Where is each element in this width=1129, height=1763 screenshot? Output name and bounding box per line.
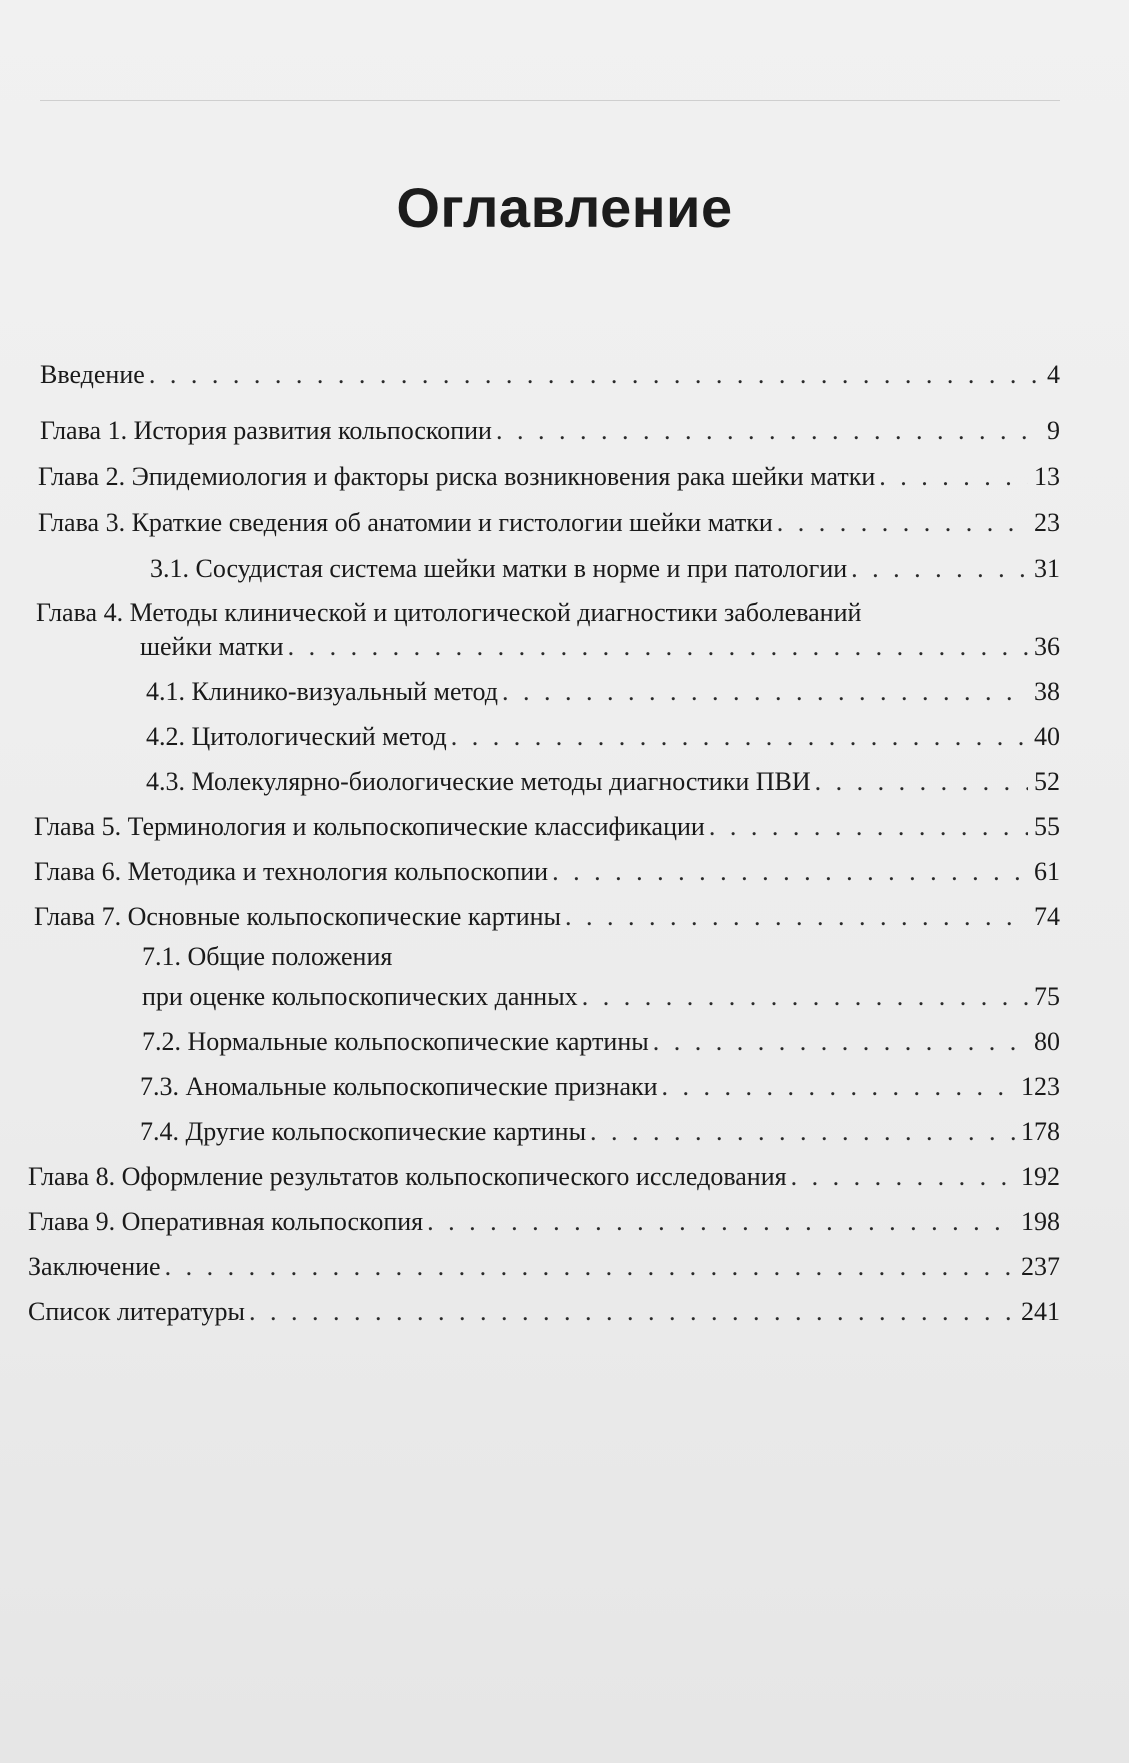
toc-entry-chapter-9[interactable]	[28, 1205, 1060, 1241]
dot-leader	[427, 1205, 1015, 1239]
toc-entry-label: 7.4. Другие кольпоскопические картины	[140, 1117, 587, 1146]
toc-entry-label: Глава 3. Краткие сведения об анатомии и гистологии шейки матки	[38, 508, 773, 537]
dot-leader	[653, 1025, 1028, 1059]
toc-entry-section-7-1-line-1: 7.1. Общие положения	[142, 942, 393, 971]
toc-entry-label: 7.3. Аномальные кольпоскопические признаки	[140, 1072, 658, 1101]
dot-leader	[565, 900, 1028, 934]
toc-entry-page: 123	[1021, 1072, 1060, 1101]
toc-entry-label: 4.3. Молекулярно-биологические методы диагностики ПВИ	[146, 767, 811, 796]
toc-entry-chapter-2[interactable]	[38, 460, 1060, 496]
toc-entry-page: 74	[1034, 902, 1060, 931]
dot-leader	[791, 1160, 1015, 1194]
dot-leader	[590, 1115, 1015, 1149]
toc-entry-page: 31	[1034, 554, 1060, 583]
toc-entry-page: 241	[1021, 1297, 1060, 1326]
toc-entry-section-7-4[interactable]	[140, 1115, 1060, 1151]
toc-entry-label: Глава 8. Оформление результатов кольпоскопического исследования	[28, 1162, 787, 1191]
toc-entry-page: 237	[1021, 1252, 1060, 1281]
toc-entry-introduction[interactable]	[40, 358, 1060, 394]
toc-entry-page: 52	[1034, 767, 1060, 796]
dot-leader	[496, 414, 1041, 448]
toc-entry-section-7-2[interactable]	[142, 1025, 1060, 1061]
toc-entry-chapter-1[interactable]	[40, 414, 1060, 450]
toc-entry-page: 13	[1034, 462, 1060, 491]
toc-entry-chapter-4[interactable]	[140, 630, 1060, 666]
toc-entry-page: 192	[1021, 1162, 1060, 1191]
toc-entry-chapter-6[interactable]	[34, 855, 1060, 891]
toc-entry-label: Список литературы	[28, 1297, 245, 1326]
toc-entry-chapter-7[interactable]	[34, 900, 1060, 936]
toc-entry-label: 7.2. Нормальные кольпоскопические картины	[142, 1027, 649, 1056]
dot-leader	[777, 506, 1028, 540]
toc-entry-chapter-8[interactable]	[28, 1160, 1060, 1196]
toc-entry-section-7-3[interactable]	[140, 1070, 1060, 1106]
toc-entry-label: Глава 5. Терминология и кольпоскопические классификации	[34, 812, 705, 841]
dot-leader	[451, 720, 1028, 754]
dot-leader	[502, 675, 1028, 709]
toc-entry-label: Глава 2. Эпидемиология и факторы риска возникновения рака шейки матки	[38, 462, 876, 491]
toc-entry-section-4-3[interactable]	[146, 765, 1060, 801]
toc-entry-section-4-2[interactable]	[146, 720, 1060, 756]
toc-entry-label: 3.1. Сосудистая система шейки матки в норме и при патологии	[150, 554, 848, 583]
dot-leader	[582, 980, 1028, 1014]
toc-entry-section-3-1[interactable]	[150, 552, 1060, 588]
toc-entry-page: 23	[1034, 508, 1060, 537]
dot-leader	[165, 1250, 1015, 1284]
toc-entry-chapter-5[interactable]	[34, 810, 1060, 846]
toc-entry-label: Глава 7. Основные кольпоскопические картины	[34, 902, 562, 931]
dot-leader	[879, 460, 1028, 494]
toc-entry-page: 9	[1047, 416, 1060, 445]
dot-leader	[149, 358, 1041, 392]
toc-entry-page: 75	[1034, 982, 1060, 1011]
toc-entry-label: Глава 9. Оперативная кольпоскопия	[28, 1207, 424, 1236]
toc-entry-page: 36	[1034, 632, 1060, 661]
dot-leader	[288, 630, 1028, 664]
toc-entry-page: 178	[1021, 1117, 1060, 1146]
toc-entry-bibliography[interactable]	[28, 1295, 1060, 1331]
toc-entry-label: шейки матки	[140, 632, 284, 661]
dot-leader	[851, 552, 1028, 586]
toc-entry-conclusion[interactable]	[28, 1250, 1060, 1286]
dot-leader	[249, 1295, 1015, 1329]
toc-entry-page: 198	[1021, 1207, 1060, 1236]
page-title: Оглавление	[396, 176, 733, 239]
toc-entry-page: 80	[1034, 1027, 1060, 1056]
toc-entry-section-7-1[interactable]	[142, 980, 1060, 1016]
toc-entry-chapter-4-line-1: Глава 4. Методы клинической и цитологической диагностики заболеваний	[36, 598, 862, 627]
toc-entry-label: Введение	[40, 360, 145, 389]
toc-entry-label: при оценке кольпоскопических данных	[142, 982, 578, 1011]
toc-entry-page: 40	[1034, 722, 1060, 751]
toc-entry-label: 4.1. Клинико-визуальный метод	[146, 677, 498, 706]
dot-leader	[709, 810, 1028, 844]
toc-entry-label: 4.2. Цитологический метод	[146, 722, 447, 751]
toc-entry-section-4-1[interactable]	[146, 675, 1060, 711]
toc-entry-label: Глава 1. История развития кольпоскопии	[40, 416, 492, 445]
toc-entry-label: Глава 6. Методика и технология кольпоскопии	[34, 857, 549, 886]
dot-leader	[552, 855, 1028, 889]
toc-entry-page: 55	[1034, 812, 1060, 841]
dot-leader	[815, 765, 1028, 799]
toc-entry-page: 38	[1034, 677, 1060, 706]
dot-leader	[662, 1070, 1015, 1104]
toc-entry-page: 61	[1034, 857, 1060, 886]
toc-entry-chapter-3[interactable]	[38, 506, 1060, 542]
toc-entry-label: Заключение	[28, 1252, 161, 1281]
toc-entry-page: 4	[1047, 360, 1060, 389]
